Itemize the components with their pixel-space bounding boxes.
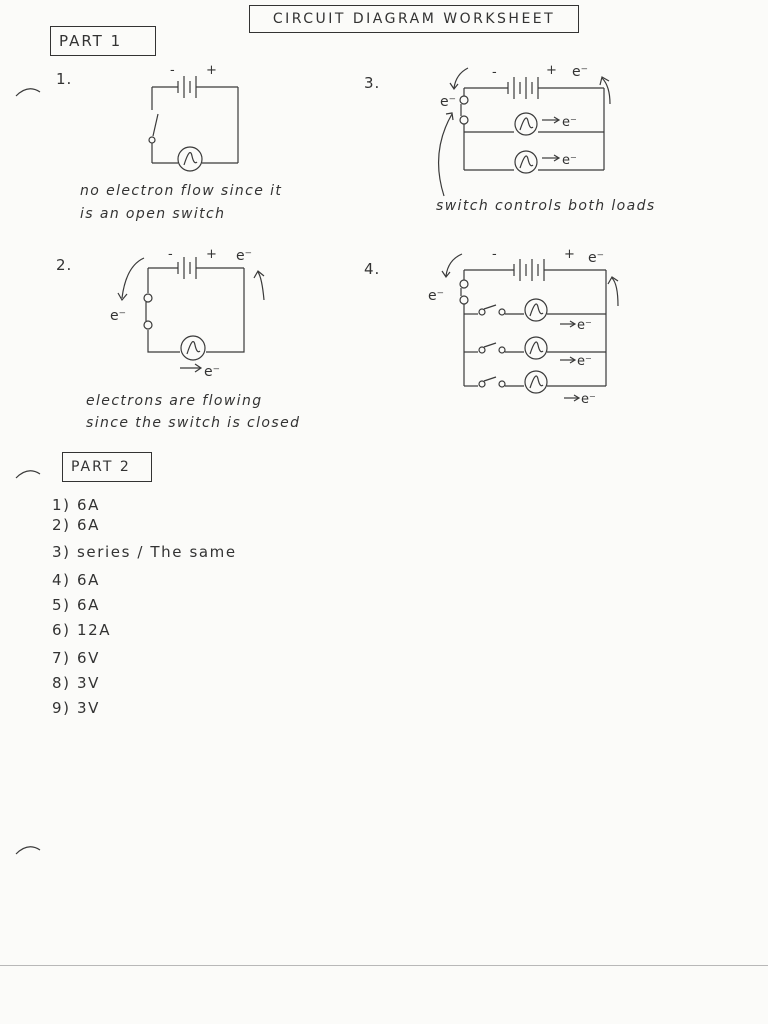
problem-4-number: 4. bbox=[364, 260, 381, 278]
lamp-icon bbox=[178, 147, 202, 171]
electron-flow-arrow-icon bbox=[122, 258, 144, 298]
lamp-icon bbox=[525, 299, 547, 321]
answer-value: series / The same bbox=[76, 543, 237, 561]
minus-label: - bbox=[492, 247, 497, 262]
electron-flow-arrow-icon bbox=[454, 68, 468, 88]
answer-item bbox=[52, 596, 237, 621]
electron-flow-arrow-icon bbox=[602, 78, 610, 104]
electron-flow-arrow-icon bbox=[258, 272, 264, 300]
answer-number: 2) bbox=[52, 516, 71, 534]
binder-hole-mark bbox=[16, 89, 40, 96]
binder-hole-marks bbox=[0, 0, 60, 1024]
answer-item bbox=[52, 699, 237, 724]
battery-icon bbox=[464, 259, 606, 281]
electron-label: e⁻ bbox=[110, 308, 127, 324]
page-edge-line bbox=[0, 965, 768, 966]
open-switch-icon bbox=[149, 114, 158, 143]
lamp-icon bbox=[181, 336, 205, 360]
closed-switch-icon bbox=[144, 294, 152, 329]
answer-number: 5) bbox=[52, 596, 71, 614]
lamp-icon bbox=[515, 113, 537, 135]
electron-label: e⁻ bbox=[577, 354, 592, 369]
answer-number: 1) bbox=[52, 496, 71, 514]
part1-heading: PART 1 bbox=[50, 26, 156, 56]
plus-label: + bbox=[564, 247, 575, 262]
electron-label: e⁻ bbox=[581, 392, 596, 407]
electron-label: e⁻ bbox=[562, 153, 577, 168]
answer-number: 6) bbox=[52, 621, 71, 639]
minus-label: - bbox=[492, 65, 497, 80]
answer-item bbox=[52, 516, 237, 543]
electron-flow-arrow-icon bbox=[612, 278, 618, 306]
answer-value: 6A bbox=[76, 571, 100, 589]
problem-2-number: 2. bbox=[56, 256, 73, 274]
note-line: since the switch is closed bbox=[86, 415, 301, 431]
battery-icon bbox=[152, 76, 238, 98]
pointer-arrow-icon bbox=[439, 114, 452, 196]
answer-value: 3V bbox=[76, 674, 100, 692]
electron-label: e⁻ bbox=[204, 364, 221, 380]
binder-hole-mark bbox=[16, 847, 40, 854]
answer-number: 4) bbox=[52, 571, 71, 589]
answer-list bbox=[52, 496, 237, 724]
problem-1-number: 1. bbox=[56, 70, 73, 88]
answer-number: 8) bbox=[52, 674, 71, 692]
lamp-icon bbox=[515, 151, 537, 173]
part2-heading: PART 2 bbox=[62, 452, 152, 482]
answer-item bbox=[52, 543, 237, 571]
plus-label: + bbox=[206, 63, 217, 78]
open-switch-icon bbox=[484, 377, 496, 381]
answer-number: 7) bbox=[52, 649, 71, 667]
note-line: no electron flow since it bbox=[80, 183, 283, 199]
binder-hole-mark bbox=[16, 471, 40, 478]
parallel-branch bbox=[464, 371, 606, 393]
problem-3-number: 3. bbox=[364, 74, 381, 92]
answer-number: 3) bbox=[52, 543, 71, 561]
plus-label: + bbox=[546, 63, 557, 78]
lamp-icon bbox=[525, 337, 547, 359]
answer-value: 6V bbox=[76, 649, 100, 667]
electron-label: e⁻ bbox=[440, 94, 457, 110]
note-line: is an open switch bbox=[80, 206, 226, 222]
note-line: electrons are flowing bbox=[86, 393, 263, 409]
battery-icon bbox=[148, 257, 244, 279]
answer-item bbox=[52, 621, 237, 649]
circuit-diagram-4 bbox=[424, 248, 624, 408]
answer-value: 6A bbox=[76, 596, 100, 614]
lamp-icon bbox=[525, 371, 547, 393]
problem-2-note bbox=[86, 390, 300, 434]
answer-value: 12A bbox=[76, 621, 112, 639]
circuit-diagram-3 bbox=[430, 62, 620, 187]
minus-label: - bbox=[170, 63, 175, 78]
battery-icon bbox=[464, 77, 604, 99]
closed-switch-icon bbox=[460, 280, 468, 304]
page-title: CIRCUIT DIAGRAM WORKSHEET bbox=[249, 5, 579, 33]
answer-item bbox=[52, 649, 237, 674]
answer-item bbox=[52, 674, 237, 699]
minus-label: - bbox=[168, 247, 173, 262]
plus-label: + bbox=[206, 247, 217, 262]
answer-item bbox=[52, 571, 237, 596]
answer-number: 9) bbox=[52, 699, 71, 717]
answer-value: 6A bbox=[76, 516, 100, 534]
circuit-diagram-1 bbox=[140, 62, 250, 172]
electron-label: e⁻ bbox=[428, 288, 445, 304]
circuit-diagram-2 bbox=[108, 248, 268, 384]
closed-switch-icon bbox=[460, 96, 468, 124]
electron-label: e⁻ bbox=[588, 250, 605, 266]
answer-item bbox=[52, 496, 237, 516]
problem-1-note bbox=[80, 180, 282, 226]
electron-label: e⁻ bbox=[562, 115, 577, 130]
electron-label: e⁻ bbox=[577, 318, 592, 333]
electron-flow-arrow-icon bbox=[446, 254, 462, 276]
open-switch-icon bbox=[484, 343, 496, 347]
electron-label: e⁻ bbox=[236, 248, 253, 264]
answer-value: 3V bbox=[76, 699, 100, 717]
open-switch-icon bbox=[484, 305, 496, 309]
answer-value: 6A bbox=[76, 496, 100, 514]
electron-label: e⁻ bbox=[572, 64, 589, 80]
arrowhead-icon bbox=[608, 277, 618, 284]
problem-3-note: switch controls both loads bbox=[436, 198, 656, 214]
